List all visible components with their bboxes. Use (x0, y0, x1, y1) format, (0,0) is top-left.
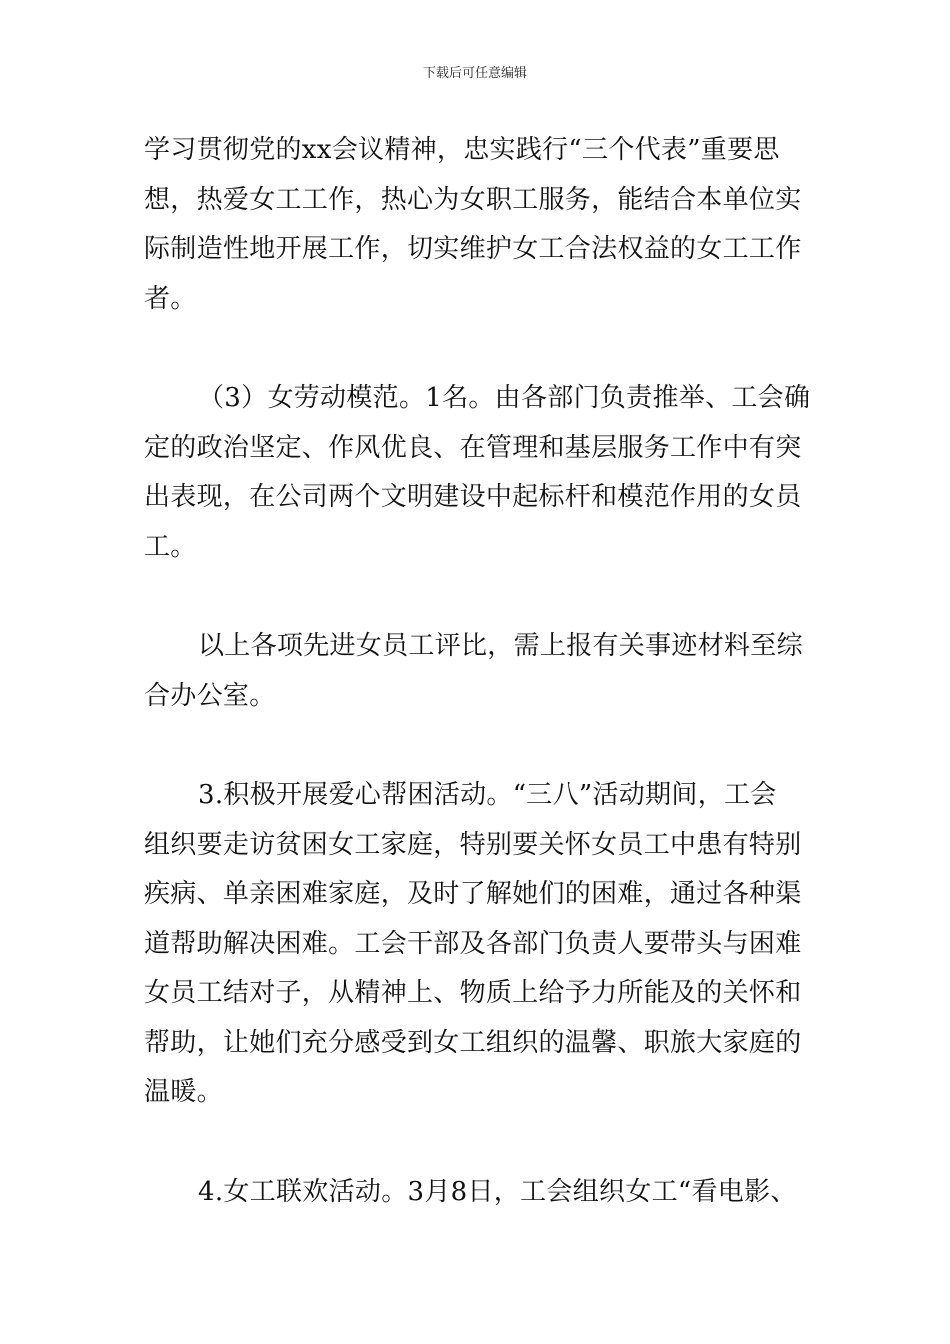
text-line: 女员工结对子，从精神上、物质上给予力所能及的关怀和 (144, 978, 802, 1008)
document-body (144, 126, 816, 1217)
paragraph-submission-note (144, 622, 816, 721)
text-line: 以上各项先进女员工评比，需上报有关事迹材料至综 (198, 631, 803, 661)
text-line: 出表现，在公司两个文明建设中起标杆和模范作用的女员 (144, 482, 802, 512)
paragraph-female-labor-model (144, 374, 816, 572)
paragraph-poverty-relief (144, 771, 816, 1118)
text-line: 4.女工联欢活动。3月8日，工会组织女工“看电影、 (198, 1176, 797, 1207)
page-header: 下载后可任意编辑 (422, 66, 527, 81)
text-line: 者。 (144, 283, 197, 314)
text-line: 道帮助解决困难。工会干部及各部门负责人要带头与困难 (144, 928, 802, 959)
text-line: 定的政治坚定、作风优良、在管理和基层服务工作中有突 (144, 432, 802, 463)
text-line: 想，热爱女工工作，热心为女职工服务，能结合本单位实 (144, 184, 802, 215)
paragraph-social-event (144, 1168, 816, 1218)
paragraph-gap (144, 324, 816, 374)
paragraph-gap (144, 572, 816, 622)
text-line: 际制造性地开展工作，切实维护女工合法权益的女工工作 (144, 234, 802, 264)
text-line: 温暖。 (144, 1077, 223, 1107)
text-line: 组织要走访贫困女工家庭，特别要关怀女员工中患有特别 (144, 829, 802, 860)
text-line: 疾病、单亲困难家庭，及时了解她们的困难，通过各种渠 (144, 879, 802, 909)
paragraph-gap (144, 721, 816, 771)
text-line: 学习贯彻党的xx会议精神，忠实践行“三个代表”重要思 (144, 135, 780, 165)
text-line: （3）女劳动模范。1名。由各部门负责推举、工会确 (198, 383, 811, 413)
text-line: 3.积极开展爱心帮困活动。“三八”活动期间，工会 (198, 780, 777, 810)
paragraph-continuation (144, 126, 816, 324)
text-line: 帮助，让她们充分感受到女工组织的温馨、职旅大家庭的 (144, 1027, 802, 1058)
text-line: 工。 (144, 531, 197, 562)
paragraph-gap (144, 1118, 816, 1168)
text-line: 合办公室。 (144, 680, 276, 711)
